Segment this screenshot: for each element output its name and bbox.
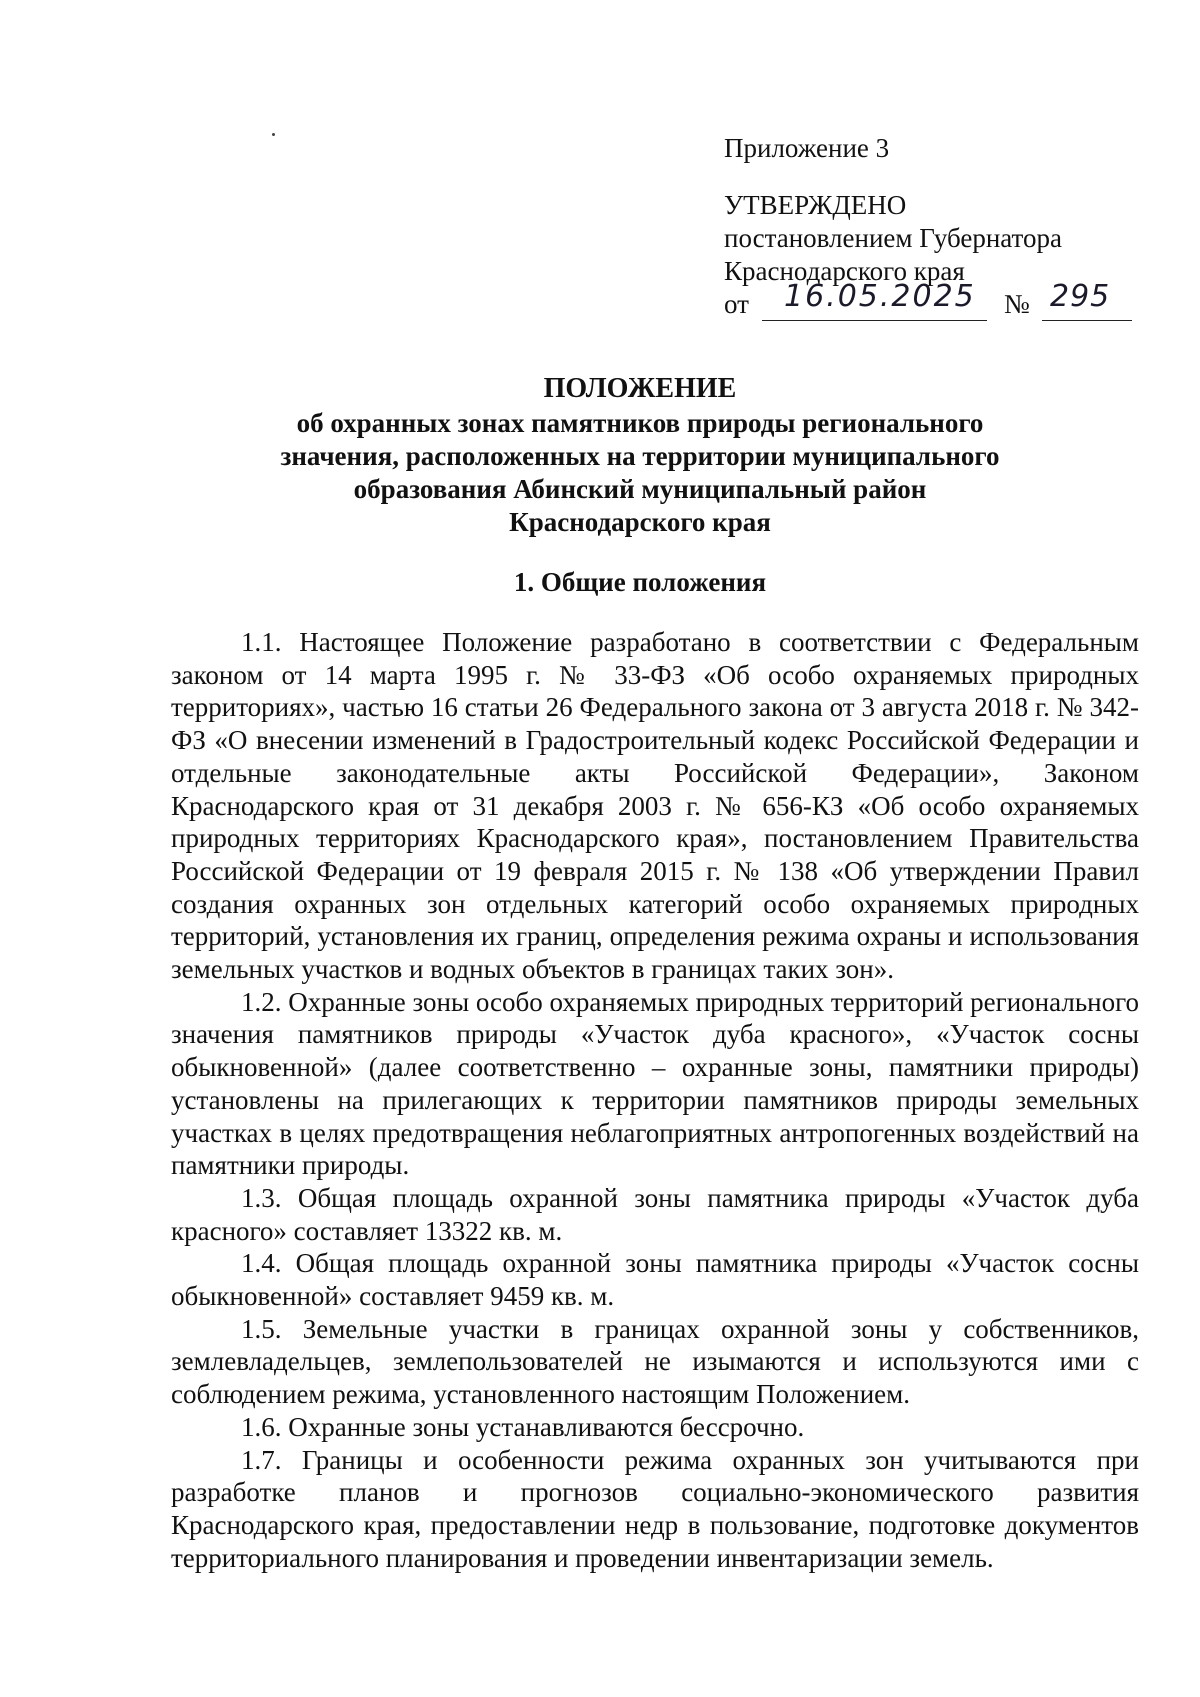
approved-by-line-1: постановлением Губернатора bbox=[724, 223, 1062, 253]
title-line-3: образования Абинский муниципальный район bbox=[353, 474, 927, 504]
date-prefix: от bbox=[724, 289, 749, 319]
document-title bbox=[160, 372, 1120, 539]
title-line-1: об охранных зонах памятников природы регионального bbox=[296, 408, 984, 438]
scan-speck bbox=[272, 133, 275, 136]
approval-block bbox=[724, 132, 1144, 324]
body-text bbox=[171, 626, 1139, 1574]
date-number-line bbox=[724, 279, 1144, 324]
appendix-label: Приложение 3 bbox=[724, 133, 890, 163]
title-line-4: Краснодарского края bbox=[509, 507, 771, 537]
handwritten-number: 295 bbox=[1050, 279, 1111, 314]
title-main: ПОЛОЖЕНИЕ bbox=[543, 373, 737, 404]
section-heading: 1. Общие положения bbox=[513, 567, 767, 597]
paragraph-1-7: 1.7. Границы и особенности режима охранных зон учитываются при разработке планов и прогнозов социально-экономического развития Краснодарского края, предоставлении недр в пользование, подготовке документов территориального планирования и проведении инвентаризации земель. bbox=[171, 1444, 1139, 1573]
paragraph-1-6: 1.6. Охранные зоны устанавливаются бессрочно. bbox=[241, 1411, 805, 1442]
number-label: № bbox=[1004, 289, 1030, 319]
paragraph-1-2: 1.2. Охранные зоны особо охраняемых природных территорий регионального значения памятников природы «Участок дуба красного», «Участок сосны обыкновенной» (далее соответственно – охранные зоны, памятники природы) установлены на прилегающих к территории памятников природы земельных участках в целях предотвращения неблагоприятных антропогенных воздействий на памятники природы. bbox=[171, 986, 1139, 1181]
paragraph-1-1: 1.1. Настоящее Положение разработано в соответствии с Федеральным законом от 14 марта 1995 г. № 33-ФЗ «Об особо охраняемых природных территориях», частью 16 статьи 26 Федерального закона от 3 августа 2018 г. № 342-ФЗ «О внесении изменений в Градостроительный кодекс Российской Федерации и отдельные законодательные акты Российской Федерации», Законом Краснодарского края от 31 декабря 2003 г. № 656-КЗ «Об особо охраняемых природных территориях Краснодарского края», постановлением Правительства Российской Федерации от 19 февраля 2015 г. № 138 «Об утверждении Правил создания охранных зон отдельных категорий особо охраняемых природных территорий, установления их границ, определения режима охраны и использования земельных участков и водных объектов в границах таких зон». bbox=[171, 627, 1139, 985]
handwritten-date: 16.05.2025 bbox=[784, 279, 976, 314]
paragraph-1-4: 1.4. Общая площадь охранной зоны памятника природы «Участок сосны обыкновенной» составляет 9459 кв. м. bbox=[171, 1248, 1139, 1312]
title-line-2: значения, расположенных на территории муниципального bbox=[280, 441, 1000, 471]
paragraph-1-5: 1.5. Земельные участки в границах охранной зоны у собственников, землевладельцев, землепользователей не изымаются и используются ими с соблюдением режима, установленного настоящим Положением. bbox=[171, 1313, 1139, 1410]
approved-label: УТВЕРЖДЕНО bbox=[724, 190, 907, 220]
paragraph-1-3: 1.3. Общая площадь охранной зоны памятника природы «Участок дуба красного» составляет 13322 кв. м. bbox=[171, 1182, 1139, 1246]
approved-by-line-2: Краснодарского края bbox=[724, 256, 965, 286]
